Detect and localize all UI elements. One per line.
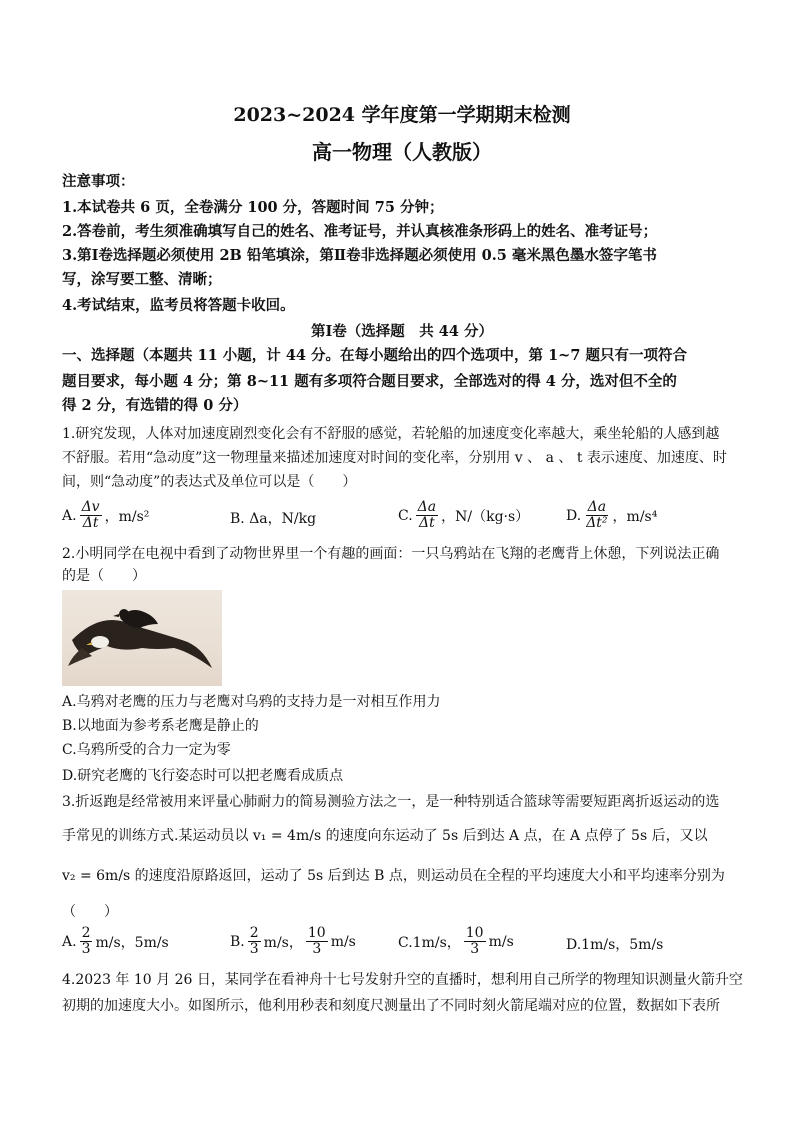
section-instructions: 题目要求，每小题 4 分；第 8~11 题有多项符合题目要求，全部选对的得 4 分，选对但不全的 [62,373,677,390]
numerator: 2 [81,925,91,941]
option-label: B. [230,933,245,950]
question-3-text: 3.折返跑是经常被用来评量心肺耐力的简易测验方法之一，是一种特别适合篮球等需要短距离折返运动的选 [62,794,720,810]
q2-option-b[interactable]: B.以地面为参考系老鹰是静止的 [62,718,259,734]
question-1-text: 不舒服。若用“急动度”这一物理量来描述加速度对时间的变化率，分别用 v 、 a 、 t 表示速度、加速度、时 [62,450,727,466]
notice-item: 2.答卷前，考生须准确填写自己的姓名、准考证号，并认真核准条形码上的姓名、准考证号； [62,223,658,240]
question-3-text: v₂ = 6m/s 的速度沿原路返回，运动了 5s 后到达 B 点，则运动员在全程的平均速度大小和平均速率分别为 [62,868,725,884]
notice-item: 3.第Ⅰ卷选择题必须使用 2B 铅笔填涂，第Ⅱ卷非选择题必须使用 0.5 毫米黑色墨水签字笔书 [62,247,657,264]
q1-option-b[interactable]: B. Δa，N/kg [230,511,317,527]
question-1-text: 1.研究发现，人体对加速度剧烈变化会有不舒服的感觉，若轮船的加速度变化率越大，乘坐轮船的人感到越 [62,426,720,442]
option-mid: m/s， [263,934,303,951]
fraction [416,500,438,531]
q2-option-d[interactable]: D.研究老鹰的飞行姿态时可以把老鹰看成质点 [62,768,344,784]
option-unit: ，m/s² [104,508,150,525]
option-label: D. [566,507,582,524]
denominator: 3 [81,941,91,957]
denominator: Δt² [586,515,608,531]
q3-option-d[interactable]: D.1m/s，5m/s [566,937,664,953]
numerator: Δa [417,499,437,515]
numerator: 10 [465,925,484,941]
numerator: 2 [249,925,259,941]
notice-item: 4.考试结束，监考员将答题卡收回。 [62,297,295,314]
eagle-crow-photo [62,590,222,686]
numerator: Δv [81,499,100,515]
denominator: 3 [312,941,322,957]
question-4-text: 4.2023 年 10 月 26 日，某同学在看神舟十七号发射升空的直播时，想利用自己所学的物理知识测量火箭升空 [62,972,743,988]
option-label: A. [62,933,77,950]
denominator: Δt [419,515,435,531]
question-3-text: 手常见的训练方式.某运动员以 v₁ = 4m/s 的速度向东运动了 5s 后到达 A 点，在 A 点停了 5s 后，又以 [62,828,708,844]
question-1-text: 间，则“急动度”的表达式及单位可以是（ ） [62,474,357,490]
q1-option-d[interactable] [566,500,657,531]
section-instructions: 得 2 分，有选错的得 0 分） [62,397,248,414]
option-label: A. [62,507,77,524]
option-rest: m/s [330,933,356,950]
section-instructions: 一、选择题（本题共 11 小题，计 44 分。在每小题给出的四个选项中，第 1~7 题只有一项符合 [62,347,687,364]
option-unit: ，N/（kg·s） [441,508,530,525]
q3-option-c[interactable] [398,926,514,957]
numerator: 10 [307,925,326,941]
q3-option-a[interactable] [62,926,169,957]
q1-option-a[interactable] [62,500,149,531]
q3-option-b[interactable] [230,926,356,957]
option-label: C.1m/s， [398,934,461,951]
q2-option-a[interactable]: A.乌鸦对老鹰的压力与老鹰对乌鸦的支持力是一对相互作用力 [62,694,441,710]
numerator: Δa [587,499,607,515]
denominator: 3 [249,941,259,957]
question-4-text: 初期的加速度大小。如图所示，他利用秒表和刻度尺测量出了不同时刻火箭尾端对应的位置，数据如下表所 [62,998,720,1014]
option-rest: m/s [488,933,514,950]
exam-subtitle: 高一物理（人教版） [312,140,492,164]
fraction [248,926,261,957]
exam-title: 2023~2024 学年度第一学期期末检测 [233,104,571,126]
question-2-text: 的是（ ） [62,568,146,584]
notice-item: 写，涂写要工整、清晰； [62,271,222,288]
denominator: Δt [82,515,99,531]
fraction [80,500,102,531]
q2-option-c[interactable]: C.乌鸦所受的合力一定为零 [62,742,231,758]
question-2-text: 2.小明同学在电视中看到了动物世界里一个有趣的画面：一只乌鸦站在飞翔的老鹰背上休憩，下列说法正确 [62,546,720,562]
denominator: 3 [470,941,480,957]
q1-option-c[interactable] [398,500,529,531]
option-rest: m/s，5m/s [95,934,169,951]
notice-item: 1.本试卷共 6 页，全卷满分 100 分，答题时间 75 分钟； [62,199,444,216]
question-3-text: （ ） [62,904,118,920]
section-title: 第Ⅰ卷（选择题 共 44 分） [310,323,494,340]
birds-illustration [62,590,222,686]
fraction [306,926,328,957]
fraction [584,500,609,531]
fraction [464,926,486,957]
fraction [80,926,93,957]
option-label: C. [398,507,413,524]
option-unit: ，m/s⁴ [612,508,658,525]
notice-heading: 注意事项： [62,173,135,190]
